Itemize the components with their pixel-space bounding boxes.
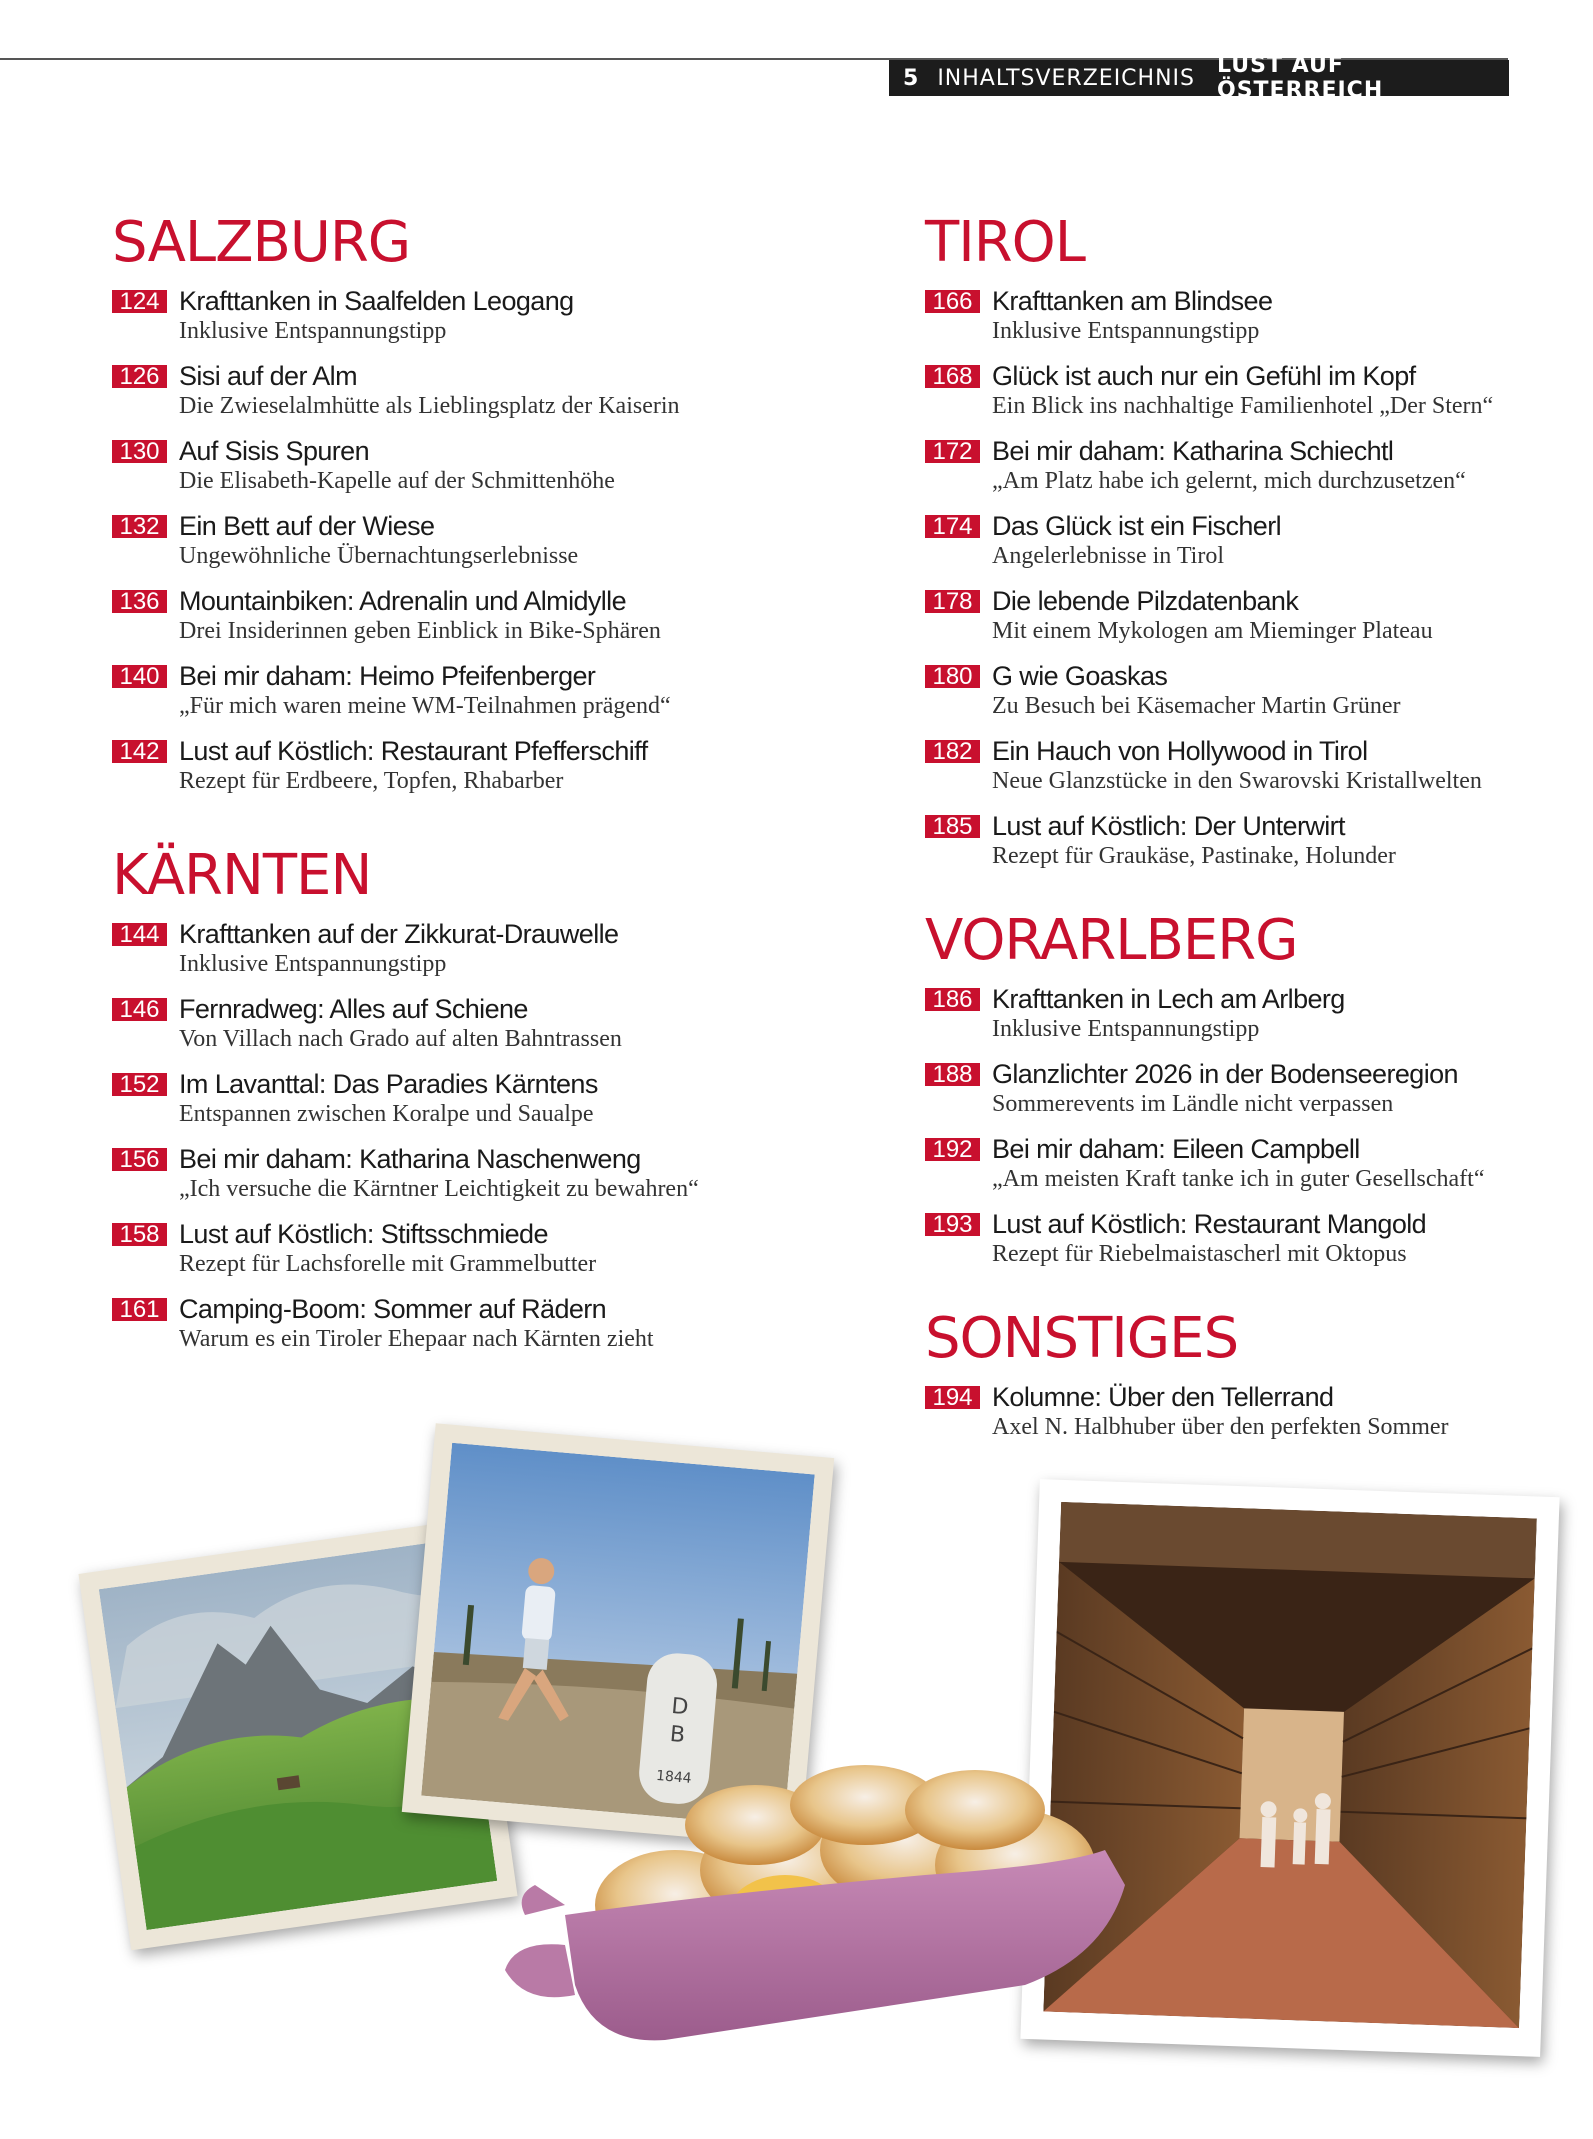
page-badge: 126 [112, 365, 167, 388]
entry-title: Camping-Boom: Sommer auf Rädern [179, 1294, 607, 1324]
toc-entry[interactable] [112, 993, 752, 1068]
entry-title: Krafttanken in Lech am Arlberg [992, 984, 1345, 1014]
page-badge: 194 [925, 1386, 980, 1409]
entry-subtitle: Inklusive Entspannungstipp [992, 1016, 1260, 1042]
milestone-year: 1844 [655, 1767, 693, 1787]
entry-subtitle: Entspannen zwischen Koralpe und Saualpe [179, 1101, 594, 1127]
entry-subtitle: Drei Insiderinnen geben Einblick in Bike-Sphären [179, 618, 661, 644]
entry-subtitle: Inklusive Entspannungstipp [179, 951, 447, 977]
page-badge: 178 [925, 590, 980, 613]
page-badge: 174 [925, 515, 980, 538]
entry-title: Krafttanken auf der Zikkurat-Drauwelle [179, 919, 619, 949]
toc-entry[interactable] [925, 735, 1565, 810]
page-badge: 130 [112, 440, 167, 463]
page-badge: 161 [112, 1298, 167, 1321]
page-badge: 188 [925, 1063, 980, 1086]
section-label: INHALTSVERZEICHNIS [937, 65, 1195, 91]
page-badge: 158 [112, 1223, 167, 1246]
toc-entry[interactable] [112, 918, 752, 993]
toc-section-kaernten [112, 843, 752, 1368]
toc-entry[interactable] [112, 585, 752, 660]
page-badge: 172 [925, 440, 980, 463]
section-title: KÄRNTEN [112, 843, 372, 908]
entry-subtitle: Ungewöhnliche Übernachtungserlebnisse [179, 543, 579, 569]
entry-title: Auf Sisis Spuren [179, 436, 369, 466]
entry-title: Bei mir daham: Katharina Naschenweng [179, 1144, 641, 1174]
entry-title: Krafttanken in Saalfelden Leogang [179, 286, 574, 316]
toc-entry[interactable] [925, 810, 1565, 885]
entry-title: Bei mir daham: Katharina Schiechtl [992, 436, 1394, 466]
toc-section-sonstiges [925, 1306, 1565, 1456]
entry-subtitle: Ein Blick ins nachhaltige Familienhotel „Der Stern“ [992, 393, 1494, 419]
toc-entry[interactable] [112, 1218, 752, 1293]
entry-title: Glück ist auch nur ein Gefühl im Kopf [992, 361, 1416, 391]
page-header [889, 53, 1509, 103]
entry-subtitle: „Am Platz habe ich gelernt, mich durchzusetzen“ [992, 468, 1466, 494]
entry-title: Lust auf Köstlich: Restaurant Pfefferschiff [179, 736, 648, 766]
entry-subtitle: Rezept für Riebelmaistascherl mit Oktopus [992, 1241, 1407, 1267]
entry-subtitle: „Für mich waren meine WM-Teilnahmen prägend“ [179, 693, 671, 719]
page-badge: 182 [925, 740, 980, 763]
entry-title: Glanzlichter 2026 in der Bodenseeregion [992, 1059, 1458, 1089]
section-title: TIROL [925, 210, 1085, 275]
page-number: 5 [903, 65, 920, 91]
toc-entry[interactable] [112, 1293, 752, 1368]
entry-title: Sisi auf der Alm [179, 361, 357, 391]
page-badge: 166 [925, 290, 980, 313]
toc-section-salzburg [112, 210, 752, 810]
entry-subtitle: Inklusive Entspannungstipp [179, 318, 447, 344]
toc-entry[interactable] [925, 1208, 1565, 1283]
page-badge: 140 [112, 665, 167, 688]
page-badge: 192 [925, 1138, 980, 1161]
entry-title: Lust auf Köstlich: Der Unterwirt [992, 811, 1345, 841]
entry-subtitle: „Ich versuche die Kärntner Leichtigkeit zu bewahren“ [179, 1176, 699, 1202]
toc-entry[interactable] [925, 1381, 1565, 1456]
magazine-title: LUST AUF ÖSTERREICH [1217, 53, 1384, 103]
toc-entry[interactable] [112, 360, 752, 435]
page-badge: 168 [925, 365, 980, 388]
entry-subtitle: Rezept für Erdbeere, Topfen, Rhabarber [179, 768, 564, 794]
entry-title: Die lebende Pilzdatenbank [992, 586, 1299, 616]
toc-section-tirol [925, 210, 1565, 885]
page-badge: 146 [112, 998, 167, 1021]
entry-subtitle: Von Villach nach Grado auf alten Bahntrassen [179, 1026, 622, 1052]
entry-subtitle: Mit einem Mykologen am Mieminger Plateau [992, 618, 1433, 644]
entry-subtitle: Axel N. Halbhuber über den perfekten Sommer [992, 1414, 1449, 1440]
page-badge: 124 [112, 290, 167, 313]
entry-title: Mountainbiken: Adrenalin und Almidylle [179, 586, 626, 616]
toc-entry[interactable] [925, 435, 1565, 510]
page-badge: 180 [925, 665, 980, 688]
entry-subtitle: Die Elisabeth-Kapelle auf der Schmittenhöhe [179, 468, 615, 494]
entry-subtitle: Die Zwieselalmhütte als Lieblingsplatz der Kaiserin [179, 393, 680, 419]
toc-column-left [112, 210, 752, 1402]
entry-subtitle: Zu Besuch bei Käsemacher Martin Grüner [992, 693, 1401, 719]
toc-entry[interactable] [112, 285, 752, 360]
toc-entry[interactable] [112, 510, 752, 585]
toc-section-vorarlberg [925, 908, 1565, 1283]
toc-entry[interactable] [925, 510, 1565, 585]
milestone-letter-b: B [668, 1721, 687, 1749]
page-badge: 185 [925, 815, 980, 838]
entry-subtitle: Rezept für Graukäse, Pastinake, Holunder [992, 843, 1396, 869]
page-badge: 136 [112, 590, 167, 613]
toc-entry[interactable] [925, 1133, 1565, 1208]
entry-subtitle: „Am meisten Kraft tanke ich in guter Gesellschaft“ [992, 1166, 1485, 1192]
toc-entry[interactable] [925, 360, 1565, 435]
page-badge: 186 [925, 988, 980, 1011]
toc-entry[interactable] [925, 660, 1565, 735]
toc-column-right [925, 210, 1565, 1490]
toc-entry[interactable] [112, 1068, 752, 1143]
section-title: VORARLBERG [925, 908, 1298, 973]
section-title: SONSTIGES [925, 1306, 1239, 1371]
entry-subtitle: Rezept für Lachsforelle mit Grammelbutter [179, 1251, 597, 1277]
entry-title: Kolumne: Über den Tellerrand [992, 1382, 1334, 1412]
entry-title: Krafttanken am Blindsee [992, 286, 1273, 316]
toc-entry[interactable] [112, 1143, 752, 1218]
buchteln-dish-image [505, 1755, 1165, 2055]
entry-title: Bei mir daham: Heimo Pfeifenberger [179, 661, 596, 691]
entry-subtitle: Neue Glanzstücke in den Swarovski Kristallwelten [992, 768, 1482, 794]
page-badge: 152 [112, 1073, 167, 1096]
toc-entry[interactable] [925, 983, 1565, 1058]
page-badge: 144 [112, 923, 167, 946]
entry-title: Fernradweg: Alles auf Schiene [179, 994, 528, 1024]
entry-title: Ein Hauch von Hollywood in Tirol [992, 736, 1368, 766]
page-badge: 193 [925, 1213, 980, 1236]
entry-title: G wie Goaskas [992, 661, 1168, 691]
entry-title: Lust auf Köstlich: Restaurant Mangold [992, 1209, 1427, 1239]
entry-subtitle: Sommerevents im Ländle nicht verpassen [992, 1091, 1394, 1117]
page-badge: 156 [112, 1148, 167, 1171]
entry-subtitle: Angelerlebnisse in Tirol [992, 543, 1224, 569]
page-badge: 142 [112, 740, 167, 763]
entry-title: Lust auf Köstlich: Stiftsschmiede [179, 1219, 548, 1249]
entry-subtitle: Inklusive Entspannungstipp [992, 318, 1260, 344]
toc-entry[interactable] [925, 1058, 1565, 1133]
entry-title: Ein Bett auf der Wiese [179, 511, 435, 541]
entry-title: Bei mir daham: Eileen Campbell [992, 1134, 1360, 1164]
entry-subtitle: Warum es ein Tiroler Ehepaar nach Kärnten zieht [179, 1326, 654, 1352]
toc-entry[interactable] [925, 585, 1565, 660]
toc-entry[interactable] [112, 435, 752, 510]
entry-title: Das Glück ist ein Fischerl [992, 511, 1281, 541]
milestone-letter-d: D [670, 1693, 690, 1721]
entry-title: Im Lavanttal: Das Paradies Kärntens [179, 1069, 598, 1099]
section-title: SALZBURG [112, 210, 411, 275]
toc-entry[interactable] [112, 660, 752, 735]
toc-entry[interactable] [112, 735, 752, 810]
toc-entry[interactable] [925, 285, 1565, 360]
page-badge: 132 [112, 515, 167, 538]
